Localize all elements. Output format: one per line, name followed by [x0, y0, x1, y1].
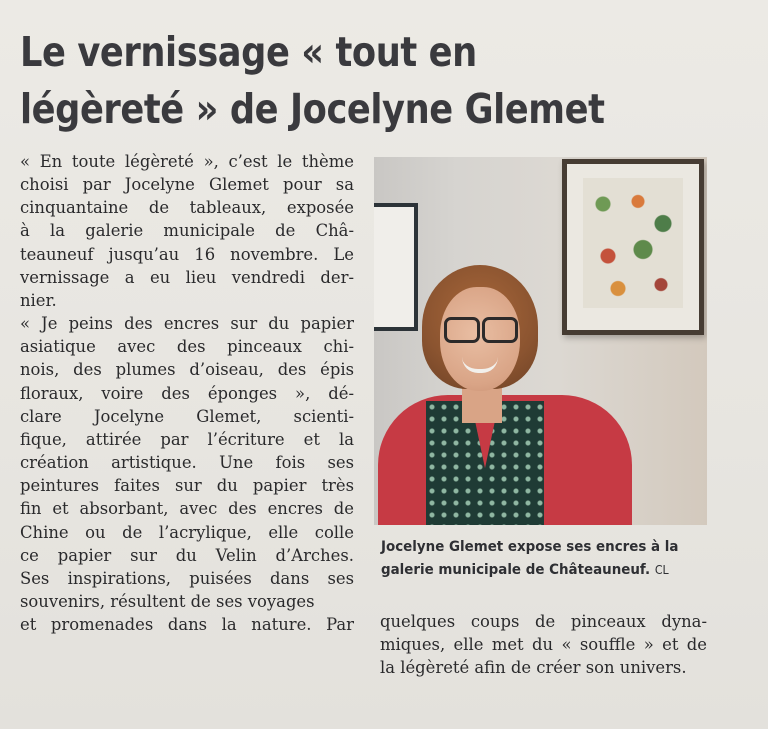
article-photo	[374, 157, 707, 525]
body-line: Ses inspirations, puisées dans ses	[20, 568, 354, 588]
article-headline	[20, 24, 656, 138]
body-line: « En toute légèreté », c’est le thème	[20, 152, 354, 171]
body-line: choisi par Jocelyne Glemet pour sa	[20, 175, 354, 195]
body-line: création artistique. Une fois ses	[20, 453, 354, 473]
body-line: cinquantaine de tableaux, exposée	[20, 198, 354, 218]
article-body-column-1	[20, 150, 354, 636]
body-line: nier.	[20, 290, 57, 310]
body-line: la légèreté afin de créer son univers.	[380, 658, 687, 678]
painting-frame-left	[374, 203, 418, 331]
body-line: et promenades dans la nature. Par	[20, 615, 354, 635]
body-line: quelques coups de pinceaux dyna-	[380, 612, 707, 631]
painting-frame-right	[562, 159, 704, 335]
caption-line-2	[381, 558, 675, 582]
body-line: souvenirs, résultent de ses voyages	[20, 591, 315, 611]
bleed-through-text	[500, 0, 760, 22]
body-line: vernissage a eu lieu vendredi der-	[20, 267, 354, 287]
photo-credit: CL	[654, 563, 669, 577]
caption-line-1: Jocelyne Glemet expose ses encres à la	[381, 538, 679, 555]
ink-painting	[583, 178, 683, 308]
body-line: Chine ou de l’acrylique, elle colle	[20, 522, 354, 542]
caption-line-2-text: galerie municipale de Châteauneuf.	[381, 561, 651, 578]
body-line: floraux, voire des éponges », dé-	[20, 383, 354, 403]
body-line: asiatique avec des pinceaux chi-	[20, 337, 354, 357]
body-line: à la galerie municipale de Châ-	[20, 221, 354, 241]
body-line: ce papier sur du Velin d’Arches.	[20, 545, 354, 565]
body-line: fique, attirée par l’écriture et la	[20, 429, 354, 449]
headline-line-1: Le vernissage « tout en	[20, 28, 477, 76]
body-line: peintures faites sur du papier très	[20, 476, 354, 496]
body-line: « Je peins des encres sur du papier	[20, 314, 354, 334]
headline-line-2: légèreté » de Jocelyne Glemet	[20, 85, 605, 133]
body-line: nois, des plumes d’oiseau, des épis	[20, 360, 354, 380]
article-body-column-2	[380, 610, 707, 679]
body-line: miques, elle met du « souffle » et de	[380, 635, 707, 655]
glasses	[442, 317, 520, 339]
photo-caption	[381, 535, 679, 582]
body-line: fin et absorbant, avec des encres de	[20, 499, 354, 519]
body-line: teauneuf jusqu’au 16 novembre. Le	[20, 244, 354, 264]
body-line: clare Jocelyne Glemet, scienti-	[20, 406, 354, 426]
